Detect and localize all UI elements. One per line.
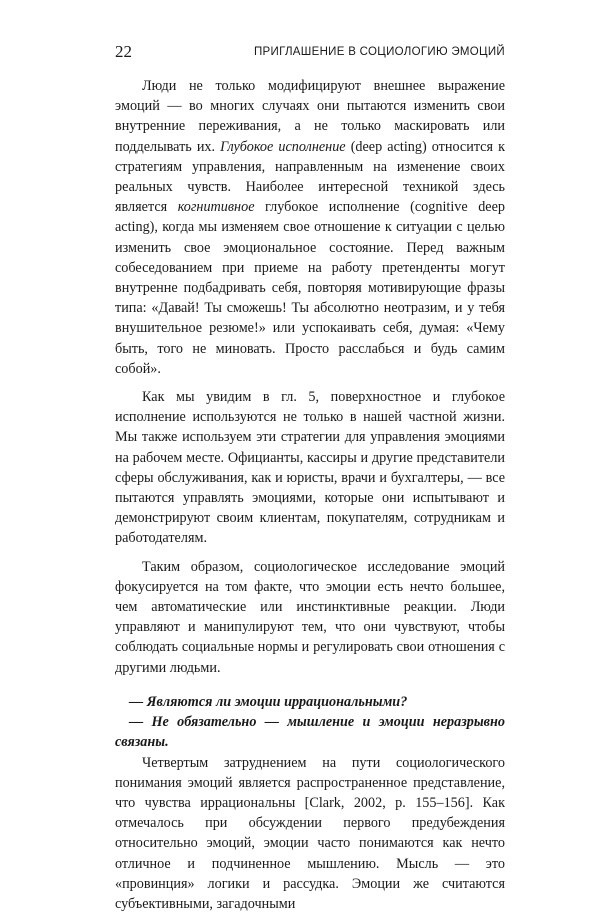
paragraph-4: Четвертым затруднением на пути социологического понимания эмоций является распространенное представление, что чувства иррациональны [Clark, 2002, p. 155–156]. Как отмечалось при обсуждении первого предубеждения относительно эмоций, эмоции часто понимаются как нечто отличное и подчиненное мышлению. Мысль — это «провинция» логики и рассудка. Эмоции же считаются субъективными, загадочными bbox=[115, 753, 505, 914]
paragraph-1-part-a: Люди не только модифицируют внешнее выражение эмоций — во многих случаях они пытаются изменить свои внутренние переживания, а не только маскировать или подделывать их. bbox=[115, 78, 505, 155]
paragraph-1-part-b: (deep acting) относится к стратегиям управления, направленным на изменение своих реальных чувств. Наиболее интересной техникой здесь является bbox=[115, 139, 505, 216]
dialog-answer: — Не обязательно — мышление и эмоции неразрывно связаны. bbox=[115, 712, 505, 752]
paragraph-1 bbox=[115, 76, 505, 379]
paragraph-1-part-c: глубокое исполнение (cognitive deep acting), когда мы изменяем свое отношение к ситуации с целью изменить свое эмоциональное состояние. Перед важным собеседованием при приеме на работу претенденты могут внутренне подбадривать себя, повторяя мотивирующие фразы типа: «Давай! Ты сможешь! Ты абсолютно неотразим, и у тебя внушительное резюме!» или успокаивать себя, думая: «Чему быть, того не миновать. Просто расслабься и будь самим собой». bbox=[115, 199, 505, 377]
term-deep-acting: Глубокое исполнение bbox=[220, 139, 345, 155]
paragraph-2: Как мы увидим в гл. 5, поверхностное и глубокое исполнение используются не только в нашей частной жизни. Мы также используем эти стратегии для управления эмоциями на рабочем месте. Официанты, кассиры и другие представители сферы обслуживания, как и юристы, врачи и бухгалтеры, — все пытаются управлять эмоциями, которые они испытывают и демонстрируют своим клиентам, покупателям, сотрудникам и работодателям. bbox=[115, 387, 505, 549]
dialog-block bbox=[115, 692, 505, 753]
running-title: ПРИГЛАШЕНИЕ В СОЦИОЛОГИЮ ЭМОЦИЙ bbox=[254, 46, 505, 58]
page-body bbox=[115, 76, 505, 914]
page-header bbox=[115, 42, 505, 62]
page-number: 22 bbox=[115, 42, 132, 62]
paragraph-3: Таким образом, социологическое исследование эмоций фокусируется на том факте, что эмоции есть нечто большее, чем автоматические или инстинктивные реакции. Люди управляют и манипулируют тем, что они чувствуют, чтобы соблюдать социальные нормы и регулировать свои отношения с другими людьми. bbox=[115, 557, 505, 678]
dialog-question: — Являются ли эмоции иррациональными? bbox=[115, 692, 505, 712]
term-cognitive: когнитивное bbox=[178, 199, 255, 215]
